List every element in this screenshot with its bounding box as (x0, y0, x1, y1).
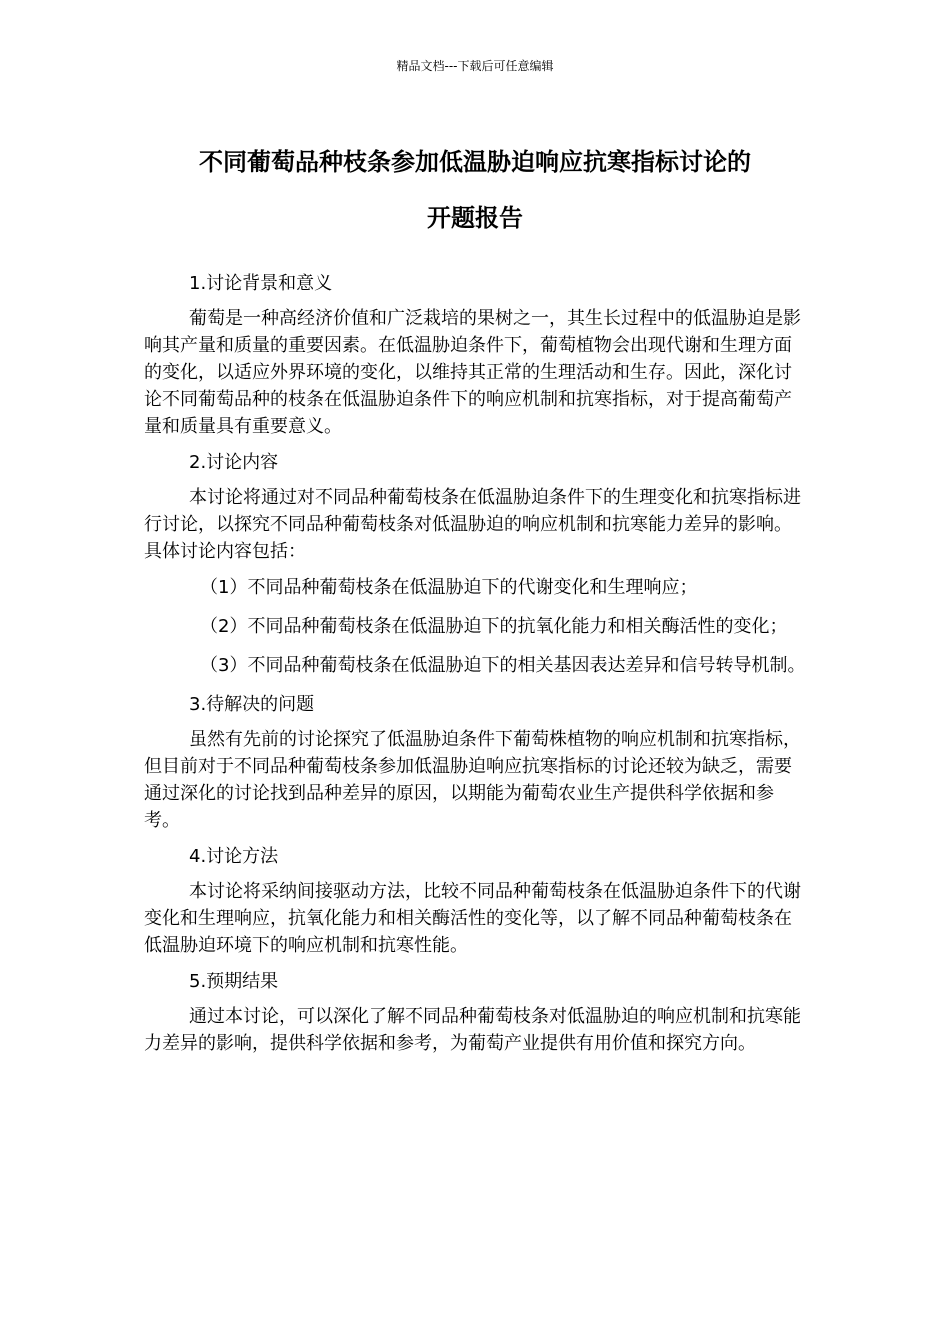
page-header: 精品文档---下载后可任意编辑 (396, 59, 554, 73)
document-title-line-1: 不同葡萄品种枝条参加低温胁迫响应抗寒指标讨论的 (199, 148, 751, 176)
document-body (144, 270, 809, 1066)
content-list-item-3: （3）不同品种葡萄枝条在低温胁迫下的相关基因表达差异和信号转导机制。 (200, 655, 806, 676)
document-title-line-2: 开题报告 (427, 204, 523, 232)
section-heading-methods: 4.讨论方法 (189, 846, 279, 867)
section-paragraph-problems: 虽然有先前的讨论探究了低温胁迫条件下葡萄株植物的响应机制和抗寒指标，但目前对于不同品种葡萄枝条参加低温胁迫响应抗寒指标的讨论还较为缺乏，需要通过深化的讨论找到品种差异的原因，以期能为葡萄农业生产提供科学依据和参考。 (144, 729, 801, 831)
document-title (120, 134, 830, 246)
section-heading-expected-results: 5.预期结果 (189, 971, 279, 992)
content-list-item-1: （1）不同品种葡萄枝条在低温胁迫下的代谢变化和生理响应； (200, 577, 698, 598)
section-heading-problems: 3.待解决的问题 (189, 694, 315, 715)
section-heading-background: 1.讨论背景和意义 (189, 273, 333, 294)
section-heading-content: 2.讨论内容 (189, 452, 279, 473)
section-paragraph-background: 葡萄是一种高经济价值和广泛栽培的果树之一，其生长过程中的低温胁迫是影响其产量和质量的重要因素。在低温胁迫条件下，葡萄植物会出现代谢和生理方面的变化，以适应外界环境的变化，以维持其正常的生理活动和生存。因此，深化讨论不同葡萄品种的枝条在低温胁迫条件下的响应机制和抗寒指标，对于提高葡萄产量和质量具有重要意义。 (144, 308, 801, 437)
section-paragraph-content: 本讨论将通过对不同品种葡萄枝条在低温胁迫条件下的生理变化和抗寒指标进行讨论，以探究不同品种葡萄枝条对低温胁迫的响应机制和抗寒能力差异的影响。具体讨论内容包括： (144, 487, 801, 562)
content-list-item-2: （2）不同品种葡萄枝条在低温胁迫下的抗氧化能力和相关酶活性的变化； (200, 616, 788, 637)
section-paragraph-methods: 本讨论将采纳间接驱动方法，比较不同品种葡萄枝条在低温胁迫条件下的代谢变化和生理响应，抗氧化能力和相关酶活性的变化等，以了解不同品种葡萄枝条在低温胁迫环境下的响应机制和抗寒性能。 (144, 881, 801, 956)
section-paragraph-expected-results: 通过本讨论，可以深化了解不同品种葡萄枝条对低温胁迫的响应机制和抗寒能力差异的影响，提供科学依据和参考，为葡萄产业提供有用价值和探究方向。 (144, 1006, 801, 1054)
